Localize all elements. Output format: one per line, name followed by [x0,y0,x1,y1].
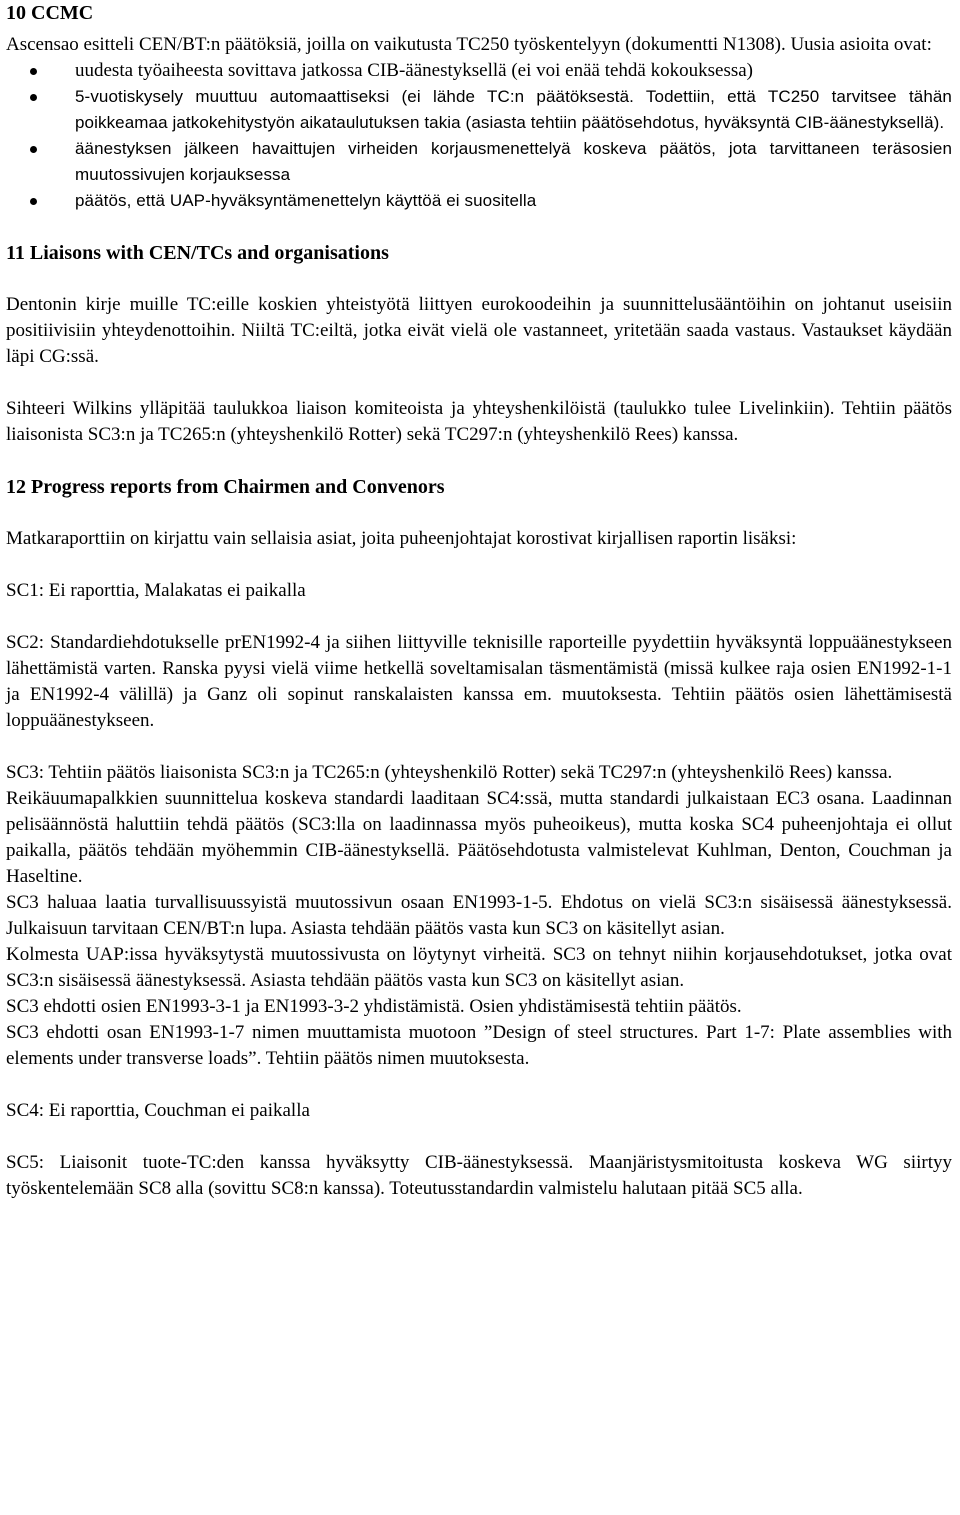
sc2-report: SC2: Standardiehdotukselle prEN1992-4 ja siihen liittyville teknisille raporteille pyydettiin hyväksyntä loppuäänestykseen lähettämistä varten. Ranska pyysi vielä viime hetkellä soveltamisalan täsmentämistä (missä kulkee raja osien EN1992-1-1 ja EN1992-4 välillä) ja Ganz oli sopinut ranskalaisten kanssa em. muutoksesta. Tehtiin päätös osien lähettämisestä loppuäänestykseen. [6,632,952,731]
bullet-icon [30,94,37,101]
bullet-icon [30,198,37,205]
sc5-report: SC5: Liaisonit tuote-TC:den kanssa hyväksytty CIB-äänestyksessä. Maanjäristysmitoitusta koskeva WG siirtyy työskentelemään SC8 alla (sovittu SC8:n kanssa). Toteutusstandardin valmistelu halutaan pitää SC5 alla. [6,1152,952,1199]
section-12-intro: Matkaraporttiin on kirjattu vain sellaisia asiat, joita puheenjohtajat korostivat kirjallisen raportin lisäksi: [6,528,797,549]
bullet-icon [30,146,37,153]
section-10-heading: 10 CCMC [6,2,94,24]
section-12-heading: 12 Progress reports from Chairmen and Convenors [6,476,445,498]
sc4-report: SC4: Ei raporttia, Couchman ei paikalla [6,1100,310,1121]
list-item: 5-vuotiskysely muuttuu automaattiseksi (ei lähde TC:n päätöksestä. Todettiin, että TC250 tarvitsee tähän poikkeamaa jatkokehitystyön aikataulutuksen takia (asiasta tehtiin päätösehdotus, hyväksyntä CIB-äänestyksellä). [6,84,952,136]
sc3-report-3: SC3 haluaa laatia turvallisuussyistä muutossivun osaan EN1993-1-5. Ehdotus on vielä SC3:n sisäisessä äänestyksessä. Julkaisuun tarvitaan CEN/BT:n lupa. Asiasta tehdään päätös vasta kun SC3 on käsitellyt asian. [6,892,952,939]
section-10-bullet-list [6,58,952,214]
sc3-report-1: SC3: Tehtiin päätös liaisonista SC3:n ja TC265:n (yhteyshenkilö Rotter) sekä TC297:n (yhteyshenkilö Rees) kanssa. [6,762,893,783]
list-item: päätös, että UAP-hyväksyntämenettelyn käyttöä ei suositella [6,188,952,214]
list-item: uudesta työaiheesta sovittava jatkossa CIB-äänestyksellä (ei voi enää tehdä kokouksessa) [6,58,952,84]
sc1-report: SC1: Ei raporttia, Malakatas ei paikalla [6,580,306,601]
section-11-heading: 11 Liaisons with CEN/TCs and organisations [6,242,389,264]
bullet-icon [30,68,37,75]
section-11-paragraph-1: Dentonin kirje muille TC:eille koskien yhteistyötä liittyen eurokoodeihin ja suunnittelusääntöihin on johtanut useisiin positiivisiin yhteydenottoihin. Niiltä TC:eiltä, jotka eivät vielä ole vastanneet, yritetään saada vastaus. Vastaukset käydään läpi CG:ssä. [6,294,952,367]
sc3-report-6: SC3 ehdotti osan EN1993-1-7 nimen muuttamista muotoon ”Design of steel structures. Part 1-7: Plate assemblies with elements under transverse loads”. Tehtiin päätös nimen muutoksesta. [6,1022,952,1069]
list-item: äänestyksen jälkeen havaittujen virheiden korjausmenettelyä koskeva päätös, jota tarvittaneen teräsosien muutossivujen korjauksessa [6,136,952,188]
sc3-report-5: SC3 ehdotti osien EN1993-3-1 ja EN1993-3-2 yhdistämistä. Osien yhdistämisestä tehtiin päätös. [6,996,742,1017]
section-10-intro: Ascensao esitteli CEN/BT:n päätöksiä, joilla on vaikutusta TC250 työskentelyyn (dokumentti N1308). Uusia asioita ovat: [6,34,932,55]
section-11-paragraph-2: Sihteeri Wilkins ylläpitää taulukkoa liaison komiteoista ja yhteyshenkilöistä (taulukko tulee Livelinkiin). Tehtiin päätös liaisonista SC3:n ja TC265:n (yhteyshenkilö Rotter) sekä TC297:n (yhteyshenkilö Rees) kanssa. [6,398,952,445]
sc3-report-4: Kolmesta UAP:issa hyväksytystä muutossivusta on löytynyt virheitä. SC3 on tehnyt niihin korjausehdotukset, jotka ovat SC3:n sisäisessä äänestyksessä. Asiasta tehdään päätös vasta kun SC3 on käsitellyt asian. [6,944,952,991]
sc3-report-2: Reikäuumapalkkien suunnittelua koskeva standardi laaditaan SC4:ssä, mutta standardi julkaistaan EC3 osana. Laadinnan pelisäännöstä haluttiin tehdä päätös (SC3:lla on laadinnassa myös puheoikeus), mutta koska SC4 puheenjohtaja ei ollut paikalla, päätös tehdään myöhemmin CIB-äänestyksellä. Päätösehdotusta valmistelevat Kuhlman, Denton, Couchman ja Haseltine. [6,788,952,887]
